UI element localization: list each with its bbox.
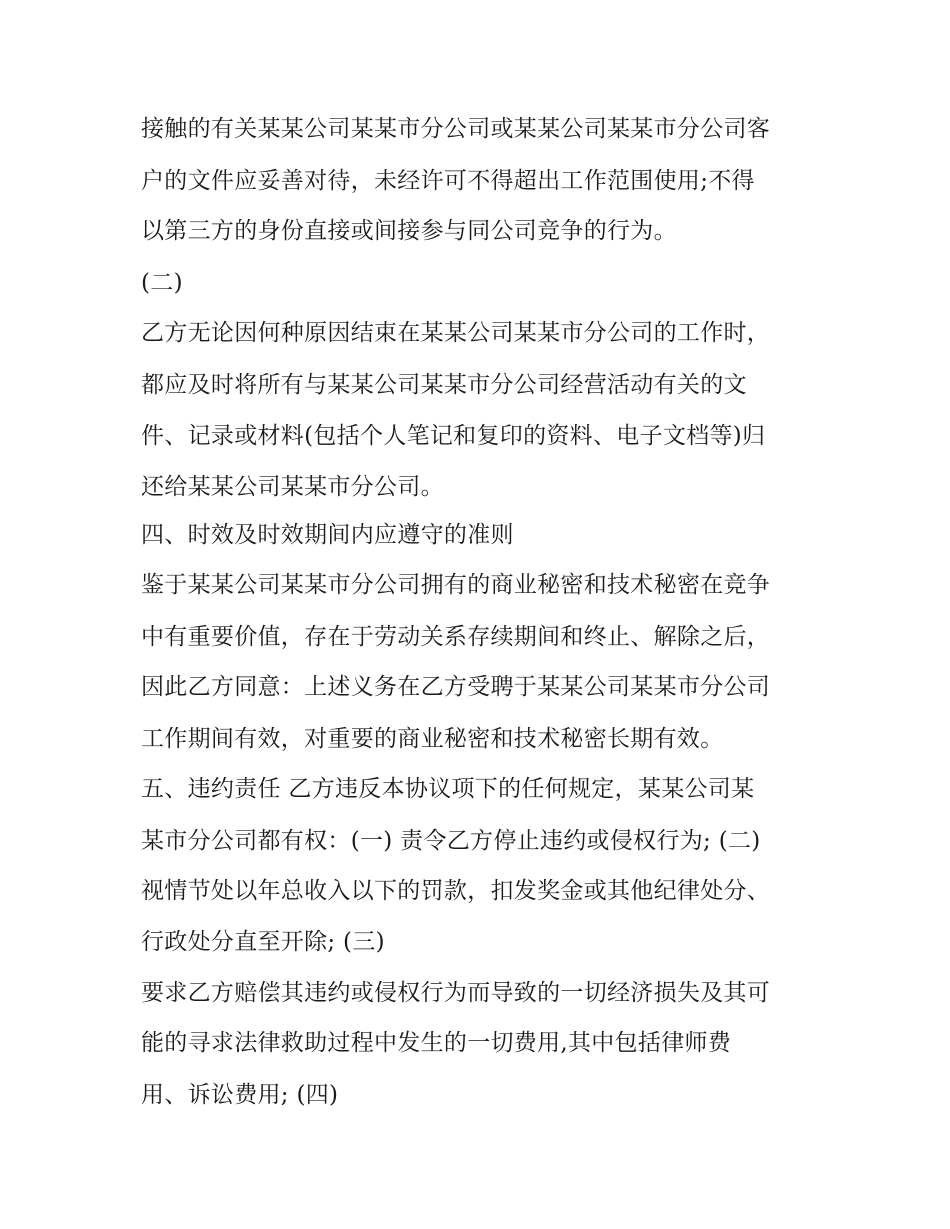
body-text-line: 能的寻求法律救助过程中发生的一切费用,其中包括律师费 [141, 1030, 732, 1056]
section-heading: 四、时效及时效期间内应遵守的准则 [141, 522, 514, 548]
body-text-line: 以第三方的身份直接或间接参与同公司竞争的行为。 [141, 218, 677, 244]
body-text-line: 还给某某公司某某市分公司。 [141, 474, 444, 500]
body-text-line: 接触的有关某某公司某某市分公司或某某公司某某市分公司客 [141, 116, 771, 142]
body-text-line: 要求乙方赔偿其违约或侵权行为而导致的一切经济损失及其可 [141, 980, 771, 1006]
body-text-line: 中有重要价值，存在于劳动关系存续期间和终止、解除之后， [141, 624, 771, 650]
body-text-line: 某市分公司都有权：(一) 责令乙方停止违约或侵权行为; (二) [141, 828, 761, 854]
section-heading: 五、违约责任 乙方违反本协议项下的任何规定，某某公司某 [141, 776, 755, 802]
body-text-line: 都应及时将所有与某某公司某某市分公司经营活动有关的文 [141, 372, 747, 398]
section-number: (二) [141, 270, 183, 296]
body-text-line: 行政处分直至开除; (三) [141, 929, 385, 955]
body-text-line: 工作期间有效，对重要的商业秘密和技术秘密长期有效。 [141, 726, 724, 752]
body-text-line: 因此乙方同意：上述义务在乙方受聘于某某公司某某市分公司 [141, 674, 771, 700]
body-text-line: 乙方无论因何种原因结束在某某公司某某市分公司的工作时， [141, 320, 771, 346]
body-text-line: 用、诉讼费用; (四) [141, 1082, 339, 1108]
body-text-line: 鉴于某某公司某某市分公司拥有的商业秘密和技术秘密在竞争 [141, 572, 771, 598]
body-text-line: 户的文件应妥善对待，未经许可不得超出工作范围使用;不得 [141, 168, 755, 194]
body-text-line: 件、记录或材料(包括个人笔记和复印的资料、电子文档等)归 [141, 423, 766, 449]
body-text-line: 视情节处以年总收入以下的罚款，扣发奖金或其他纪律处分、 [141, 878, 771, 904]
